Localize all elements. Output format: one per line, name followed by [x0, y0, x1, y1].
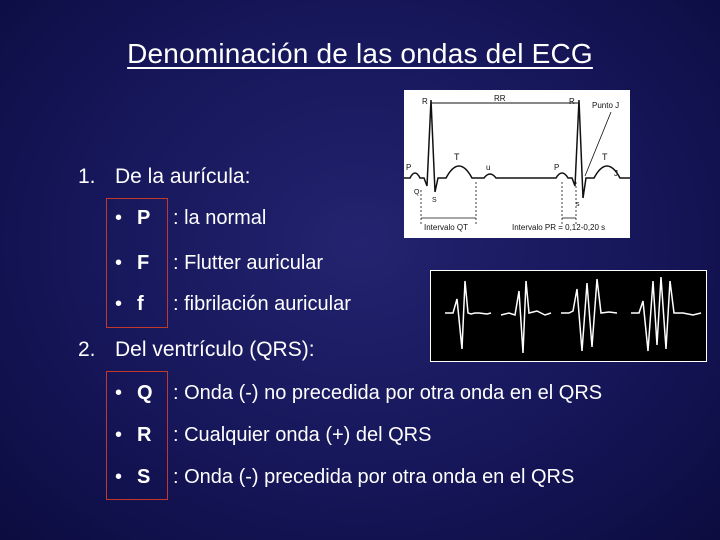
wave-letter: P [137, 207, 151, 229]
label-j: J [614, 169, 618, 178]
wave-description: : Onda (-) no precedida por otra onda en el QRS [173, 382, 603, 404]
label-r1: R [422, 97, 428, 106]
bullet-dot: • [115, 293, 123, 315]
wave-description: : Cualquier onda (+) del QRS [173, 424, 432, 446]
wave-letter: Q [137, 382, 153, 404]
label-q: Q [414, 189, 420, 196]
wave-description: : la normal [173, 207, 267, 229]
fibrillation-trace-svg [431, 271, 706, 361]
fibrillation-trace-box [430, 270, 707, 362]
section-1-label: De la aurícula: [115, 165, 251, 188]
trace-complex [501, 281, 551, 353]
bullet-dot: • [115, 252, 123, 274]
label-t1: T [454, 152, 460, 162]
trace-complex [631, 277, 701, 351]
label-s2: s [576, 201, 580, 208]
ecg-diagram-svg [404, 90, 630, 238]
wave-letter: f [137, 293, 144, 315]
section-2-number: 2. [78, 338, 96, 361]
bullet-dot: • [115, 424, 123, 446]
wave-description: : fibrilación auricular [173, 293, 351, 315]
wave-letter: R [137, 424, 152, 446]
trace-complex [561, 279, 617, 351]
bullet-dot: • [115, 466, 123, 488]
section-1-number: 1. [78, 165, 96, 188]
label-intervalo-pr: Intervalo PR = 0,12-0,20 s [512, 223, 606, 232]
wave-description: : Flutter auricular [173, 252, 324, 274]
wave-letter: S [137, 466, 151, 488]
label-intervalo-qt: Intervalo QT [424, 223, 469, 232]
bullet-dot: • [115, 207, 123, 229]
label-p2: P [554, 163, 560, 172]
label-rr: RR [494, 94, 506, 103]
wave-letter: F [137, 252, 150, 274]
label-punto-j: Punto J [592, 101, 620, 110]
label-r2: R [569, 97, 575, 106]
section-2-label: Del ventrículo (QRS): [115, 338, 315, 361]
label-t2: T [602, 152, 608, 162]
ecg-labeled-diagram [404, 90, 630, 238]
bullet-dot: • [115, 382, 123, 404]
trace-complex [445, 281, 491, 349]
label-p1: P [406, 163, 412, 172]
wave-description: : Onda (-) precedida por otra onda en el QRS [173, 466, 575, 488]
label-s1: S [432, 197, 437, 204]
page-title: Denominación de las ondas del ECG [127, 38, 593, 69]
label-u: u [486, 163, 491, 172]
